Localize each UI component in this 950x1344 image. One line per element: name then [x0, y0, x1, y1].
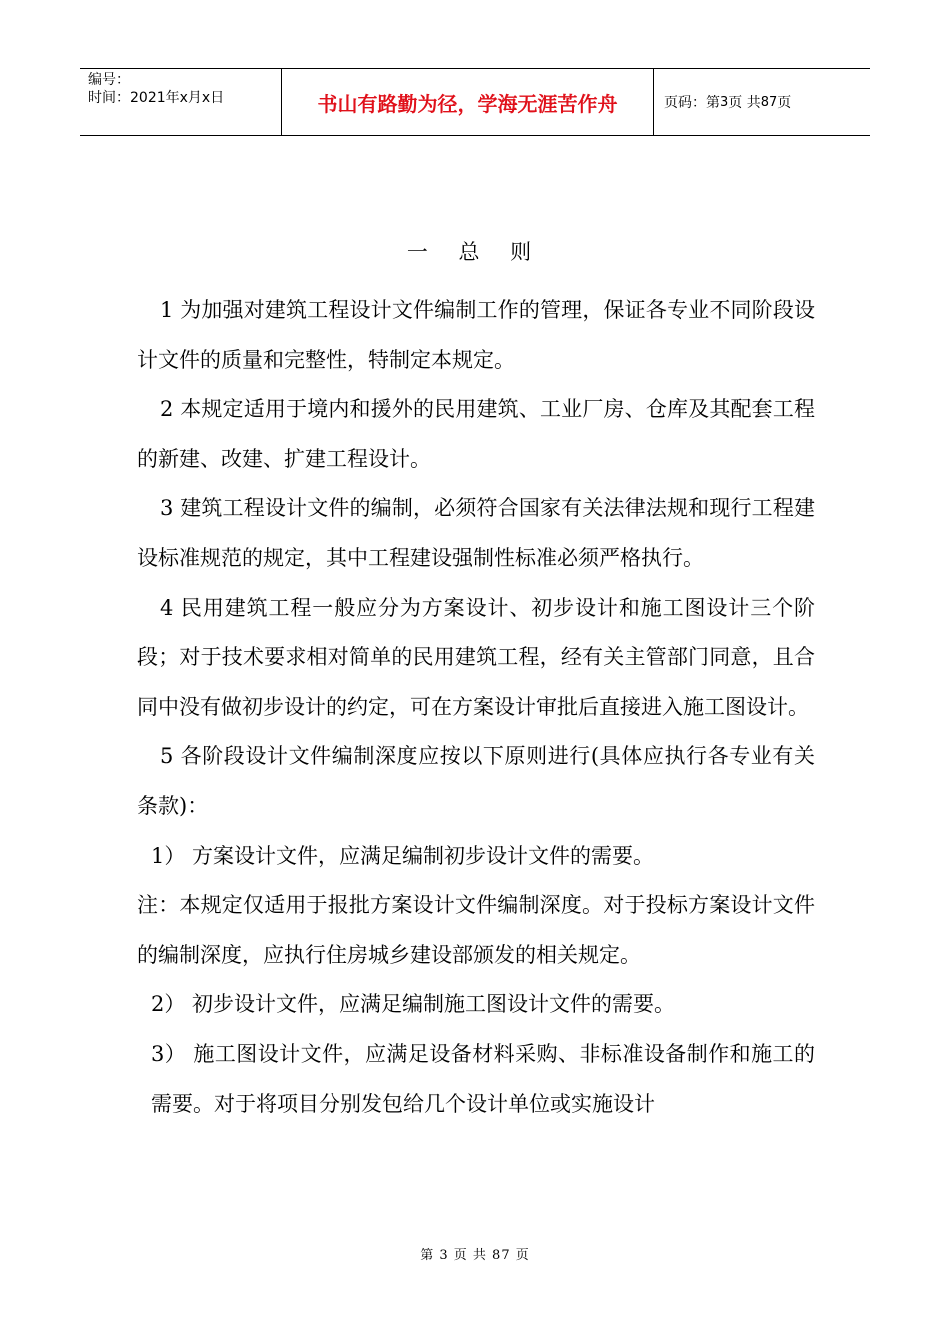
header-motto: 书山有路勤为径，学海无涯苦作舟: [282, 69, 654, 135]
paragraph-4: 4 民用建筑工程一般应分为方案设计、初步设计和施工图设计三个阶段；对于技术要求相对简单的民用建筑工程，经有关主管部门同意，且合同中没有做初步设计的约定，可在方案设计审批后直接进入施工图设计。: [137, 595, 815, 719]
paragraph-3: 3 建筑工程设计文件的编制，必须符合国家有关法律法规和现行工程建设标准规范的规定，其中工程建设强制性标准必须严格执行。: [137, 496, 815, 570]
number-label: 编号：: [88, 72, 130, 88]
page-current: 3: [720, 94, 729, 110]
list-item-1: 1） 方案设计文件，应满足编制初步设计文件的需要。: [151, 843, 655, 868]
page-header: [80, 68, 870, 136]
header-page-number: [654, 69, 870, 135]
paragraph-2: 2 本规定适用于境内和援外的民用建筑、工业厂房、仓库及其配套工程的新建、改建、扩建工程设计。: [137, 397, 815, 471]
time-label: 时间：2021年x月x日: [88, 90, 225, 106]
note-paragraph: 注：本规定仅适用于报批方案设计文件编制深度。对于投标方案设计文件的编制深度，应执行住房城乡建设部颁发的相关规定。: [137, 893, 815, 967]
page-total: 87: [760, 94, 778, 110]
page-suffix: 页: [777, 95, 792, 111]
paragraph-1: 1 为加强对建筑工程设计文件编制工作的管理，保证各专业不同阶段设计文件的质量和完整性，特制定本规定。: [137, 298, 815, 372]
list-item-2: 2） 初步设计文件，应满足编制施工图设计文件的需要。: [151, 992, 676, 1017]
header-meta: [80, 69, 282, 135]
page-mid: 页 共: [728, 95, 761, 111]
page-prefix: 页码：第: [664, 95, 720, 111]
page-footer: 第 3 页 共 87 页: [420, 1248, 530, 1263]
section-title: 一 总 则: [406, 240, 544, 264]
list-item-3: 3） 施工图设计文件，应满足设备材料采购、非标准设备制作和施工的需要。对于将项目分别发包给几个设计单位或实施设计: [151, 1041, 815, 1116]
document-body: [137, 286, 815, 1129]
paragraph-5: 5 各阶段设计文件编制深度应按以下原则进行(具体应执行各专业有关条款)：: [137, 744, 815, 818]
